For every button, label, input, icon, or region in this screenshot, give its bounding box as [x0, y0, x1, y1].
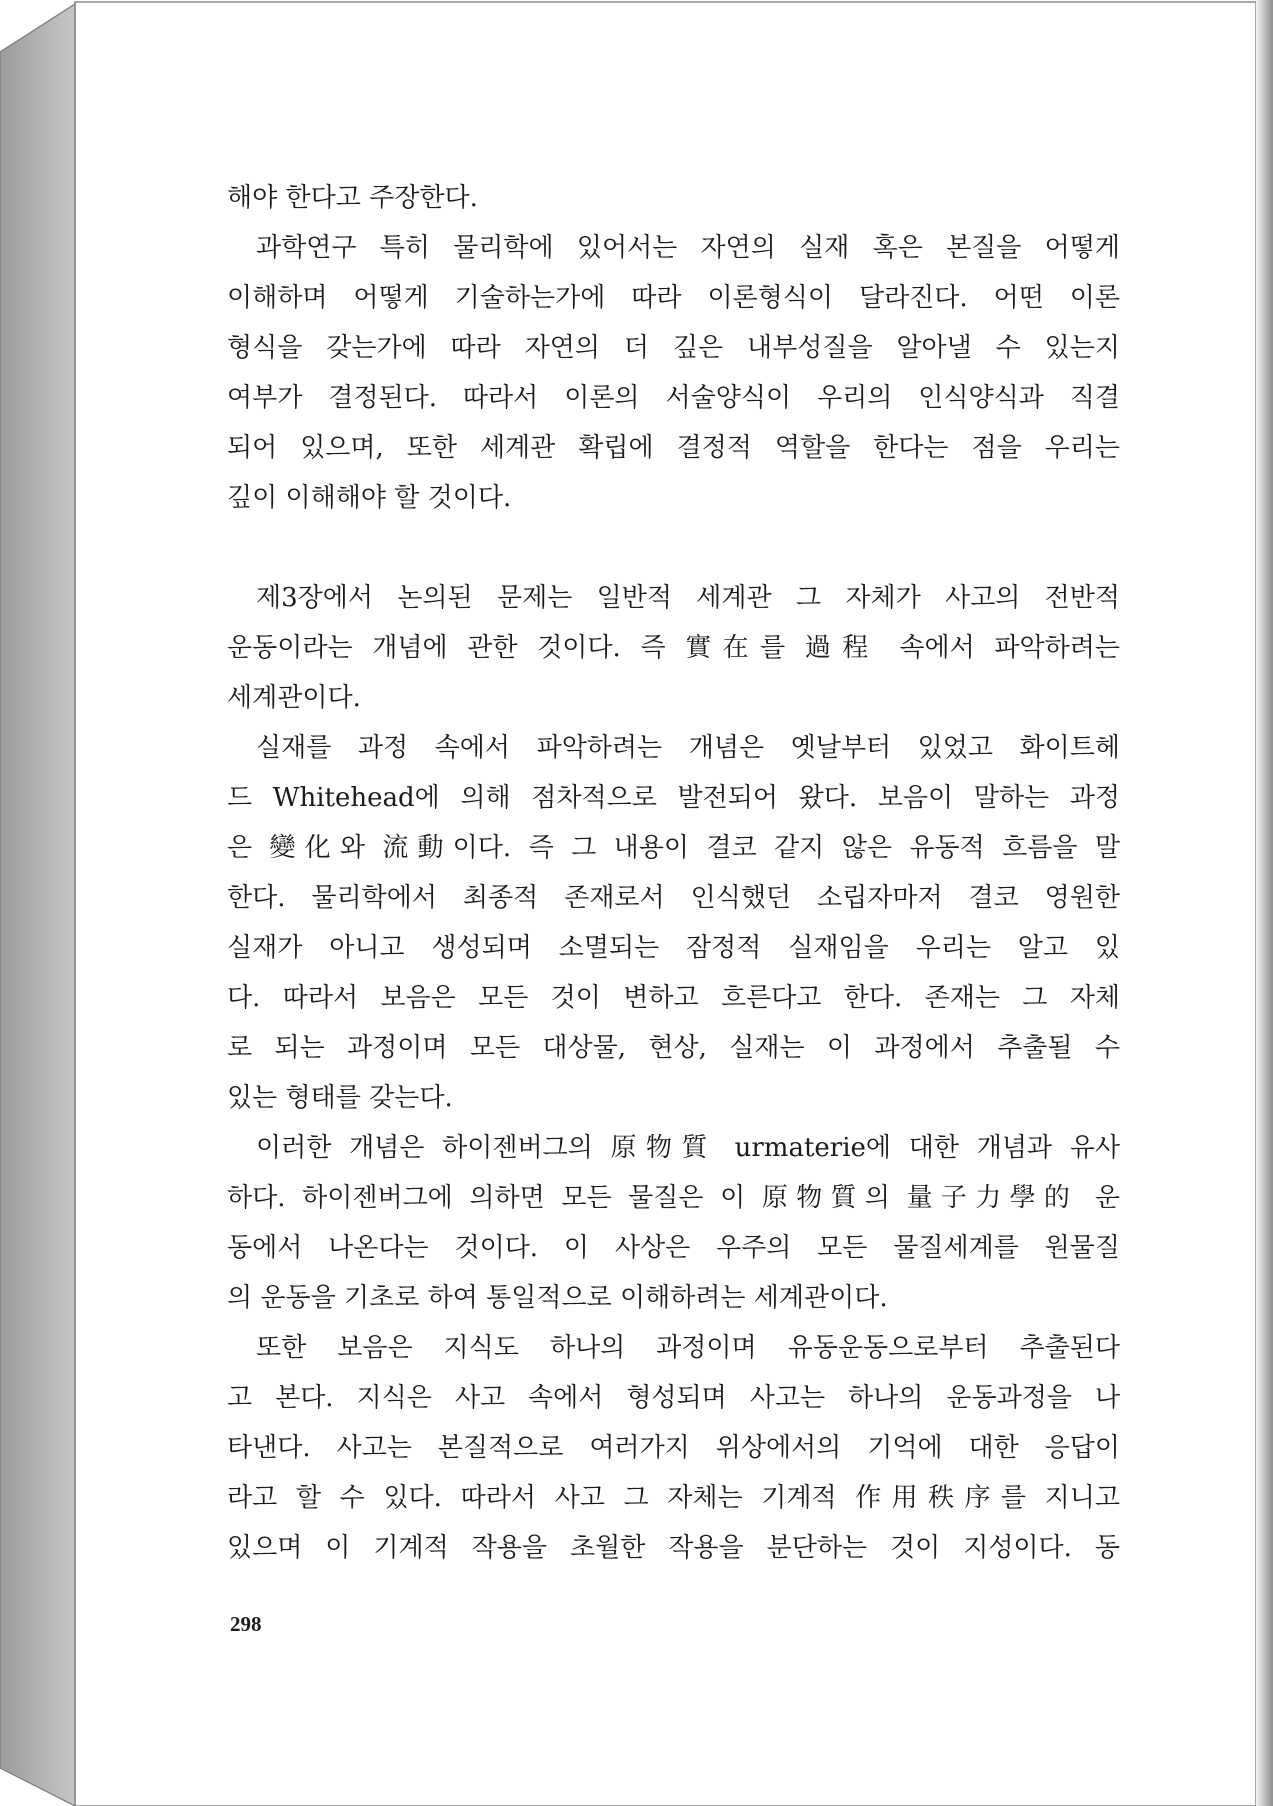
section-break	[227, 523, 1120, 573]
body-text	[227, 173, 1120, 1573]
book-spine	[0, 4, 75, 1806]
paragraph	[227, 573, 1120, 723]
text-line: 실재가 아니고 생성되며 소멸되는 잠정적 실재임을 우리는 알고 있	[227, 933, 1120, 963]
text-line: 고 본다. 지식은 사고 속에서 형성되며 사고는 하나의 운동과정을 나	[227, 1383, 1120, 1413]
text-line: 형식을 갖는가에 따라 자연의 더 깊은 내부성질을 알아낼 수 있는지	[227, 333, 1120, 363]
paragraph	[227, 173, 1120, 223]
text-line: 로 되는 과정이며 모든 대상물, 현상, 실재는 이 과정에서 추출될 수	[227, 1033, 1120, 1063]
text-line: 실재를 과정 속에서 파악하려는 개념은 옛날부터 있었고 화이트헤	[256, 733, 1120, 763]
text-line: 동에서 나온다는 것이다. 이 사상은 우주의 모든 물질세계를 원물질	[227, 1233, 1120, 1263]
paragraph	[227, 723, 1120, 1123]
text-line: 의 운동을 기초로 하여 통일적으로 이해하려는 세계관이다.	[227, 1283, 888, 1313]
text-line: 다. 따라서 보음은 모든 것이 변하고 흐른다고 한다. 존재는 그 자체	[227, 983, 1120, 1013]
text-line: 은 變化와 流動이다. 즉 그 내용이 결코 같지 않은 유동적 흐름을 말	[227, 833, 1120, 863]
page-number: 298	[230, 1612, 262, 1636]
text-line: 있으며 이 기계적 작용을 초월한 작용을 분단하는 것이 지성이다. 동	[227, 1533, 1120, 1563]
text-line: 하다. 하이젠버그에 의하면 모든 물질은 이 原物質의 量子力學的 운	[227, 1183, 1120, 1213]
text-line: 드 Whitehead에 의해 점차적으로 발전되어 왔다. 보음이 말하는 과정	[227, 783, 1120, 813]
text-line: 타낸다. 사고는 본질적으로 여러가지 위상에서의 기억에 대한 응답이	[227, 1433, 1120, 1463]
text-line: 세계관이다.	[227, 683, 361, 713]
text-line: 깊이 이해해야 할 것이다.	[227, 483, 512, 513]
text-line: 한다. 물리학에서 최종적 존재로서 인식했던 소립자마저 결코 영원한	[227, 883, 1120, 913]
text-line: 과학연구 특히 물리학에 있어서는 자연의 실재 혹은 본질을 어떻게	[256, 233, 1120, 263]
text-line: 제3장에서 논의된 문제는 일반적 세계관 그 자체가 사고의 전반적	[256, 583, 1120, 613]
text-line: 있는 형태를 갖는다.	[227, 1083, 453, 1113]
text-line: 라고 할 수 있다. 따라서 사고 그 자체는 기계적 作用秩序를 지니고	[227, 1483, 1120, 1513]
paragraph	[227, 1323, 1120, 1573]
text-line: 여부가 결정된다. 따라서 이론의 서술양식이 우리의 인식양식과 직결	[227, 383, 1120, 413]
text-line: 해야 한다고 주장한다.	[227, 183, 478, 213]
text-line: 또한 보음은 지식도 하나의 과정이며 유동운동으로부터 추출된다	[256, 1333, 1120, 1363]
page-edge-shadow	[1256, 0, 1273, 1806]
text-line: 이러한 개념은 하이젠버그의 原物質 urmaterie에 대한 개념과 유사	[256, 1133, 1120, 1163]
text-line: 이해하며 어떻게 기술하는가에 따라 이론형식이 달라진다. 어떤 이론	[227, 283, 1120, 313]
text-line: 되어 있으며, 또한 세계관 확립에 결정적 역할을 한다는 점을 우리는	[227, 433, 1120, 463]
text-line: 운동이라는 개념에 관한 것이다. 즉 實在를 過程 속에서 파악하려는	[227, 633, 1120, 663]
paragraph	[227, 223, 1120, 523]
paragraph	[227, 1123, 1120, 1323]
